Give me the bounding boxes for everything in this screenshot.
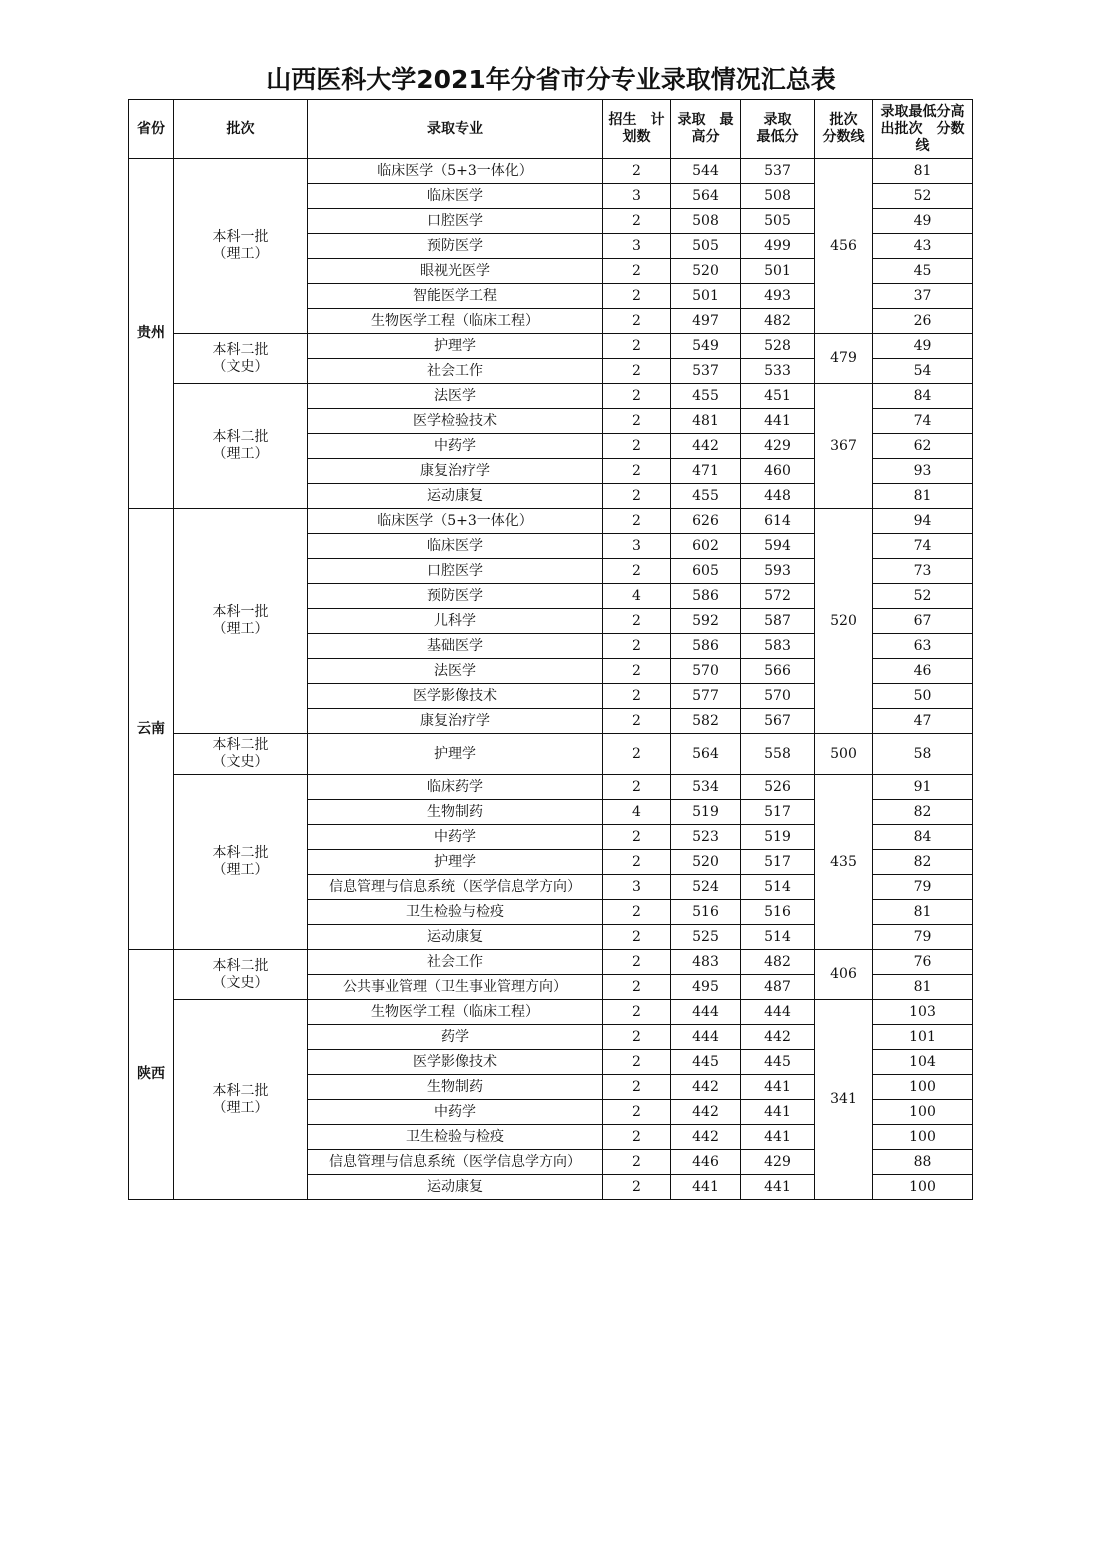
major-cell: 医学影像技术 <box>308 1050 603 1075</box>
min-score-cell: 517 <box>741 800 815 825</box>
major-cell: 信息管理与信息系统（医学信息学方向） <box>308 875 603 900</box>
score-diff-cell: 76 <box>873 950 973 975</box>
major-cell: 中药学 <box>308 434 603 459</box>
min-score-cell: 505 <box>741 209 815 234</box>
plan-cell: 2 <box>603 159 671 184</box>
plan-cell: 2 <box>603 1125 671 1150</box>
plan-cell: 2 <box>603 1000 671 1025</box>
batch-type: （理工） <box>212 862 269 878</box>
header-major: 录取专业 <box>308 100 603 159</box>
score-diff-cell: 74 <box>873 534 973 559</box>
max-score-cell: 497 <box>671 309 741 334</box>
score-diff-cell: 103 <box>873 1000 973 1025</box>
max-score-cell: 446 <box>671 1150 741 1175</box>
batch-name: 本科二批 <box>212 737 269 753</box>
batch-cell <box>174 509 308 734</box>
min-score-cell: 533 <box>741 359 815 384</box>
score-diff-cell: 46 <box>873 659 973 684</box>
min-score-cell: 429 <box>741 1150 815 1175</box>
plan-cell: 2 <box>603 1175 671 1200</box>
batch-line-cell: 406 <box>815 950 873 1000</box>
major-cell: 医学检验技术 <box>308 409 603 434</box>
score-diff-cell: 54 <box>873 359 973 384</box>
table-row <box>129 734 973 775</box>
score-diff-cell: 100 <box>873 1075 973 1100</box>
min-score-cell: 526 <box>741 775 815 800</box>
score-diff-cell: 79 <box>873 925 973 950</box>
major-cell: 公共事业管理（卫生事业管理方向） <box>308 975 603 1000</box>
min-score-cell: 460 <box>741 459 815 484</box>
min-score-cell: 593 <box>741 559 815 584</box>
min-score-cell: 482 <box>741 309 815 334</box>
major-cell: 药学 <box>308 1025 603 1050</box>
plan-cell: 2 <box>603 459 671 484</box>
max-score-cell: 442 <box>671 1125 741 1150</box>
min-score-cell: 514 <box>741 925 815 950</box>
plan-cell: 2 <box>603 1150 671 1175</box>
max-score-cell: 445 <box>671 1050 741 1075</box>
page-title: 山西医科大学2021年分省市分专业录取情况汇总表 <box>266 65 836 94</box>
score-diff-cell: 52 <box>873 584 973 609</box>
score-diff-cell: 81 <box>873 975 973 1000</box>
major-cell: 口腔医学 <box>308 209 603 234</box>
score-diff-cell: 62 <box>873 434 973 459</box>
score-diff-cell: 84 <box>873 384 973 409</box>
major-cell: 运动康复 <box>308 925 603 950</box>
max-score-cell: 523 <box>671 825 741 850</box>
batch-type: （理工） <box>212 246 269 262</box>
max-score-cell: 525 <box>671 925 741 950</box>
plan-cell: 2 <box>603 484 671 509</box>
max-score-cell: 602 <box>671 534 741 559</box>
header-row <box>129 100 973 159</box>
plan-cell: 3 <box>603 184 671 209</box>
batch-cell <box>174 775 308 950</box>
plan-cell: 2 <box>603 659 671 684</box>
min-score-cell: 487 <box>741 975 815 1000</box>
plan-cell: 2 <box>603 559 671 584</box>
major-cell: 信息管理与信息系统（医学信息学方向） <box>308 1150 603 1175</box>
score-diff-cell: 45 <box>873 259 973 284</box>
min-score-cell: 594 <box>741 534 815 559</box>
min-score-cell: 587 <box>741 609 815 634</box>
plan-cell: 2 <box>603 950 671 975</box>
score-diff-cell: 58 <box>873 734 973 775</box>
plan-cell: 2 <box>603 409 671 434</box>
max-score-cell: 549 <box>671 334 741 359</box>
table-row <box>129 159 973 184</box>
score-diff-cell: 26 <box>873 309 973 334</box>
batch-name: 本科二批 <box>212 957 269 974</box>
score-diff-cell: 82 <box>873 850 973 875</box>
plan-cell: 3 <box>603 534 671 559</box>
batch-type: （理工） <box>212 1099 269 1116</box>
batch-type: （文史） <box>212 974 269 991</box>
major-cell: 医学影像技术 <box>308 684 603 709</box>
score-diff-cell: 79 <box>873 875 973 900</box>
major-cell: 临床医学 <box>308 534 603 559</box>
score-diff-cell: 81 <box>873 484 973 509</box>
max-score-cell: 564 <box>671 184 741 209</box>
max-score-cell: 501 <box>671 284 741 309</box>
score-diff-cell: 88 <box>873 1150 973 1175</box>
major-cell: 预防医学 <box>308 234 603 259</box>
max-score-cell: 495 <box>671 975 741 1000</box>
plan-cell: 2 <box>603 709 671 734</box>
plan-cell: 2 <box>603 925 671 950</box>
min-score-cell: 445 <box>741 1050 815 1075</box>
plan-cell: 2 <box>603 509 671 534</box>
batch-type: （文史） <box>212 754 269 770</box>
table-row <box>129 384 973 409</box>
major-cell: 护理学 <box>308 334 603 359</box>
max-score-cell: 455 <box>671 484 741 509</box>
plan-cell: 2 <box>603 1075 671 1100</box>
min-score-cell: 566 <box>741 659 815 684</box>
plan-cell: 2 <box>603 734 671 775</box>
batch-cell <box>174 159 308 334</box>
major-cell: 卫生检验与检疫 <box>308 1125 603 1150</box>
batch-type: （文史） <box>212 358 269 375</box>
plan-cell: 2 <box>603 609 671 634</box>
plan-cell: 2 <box>603 309 671 334</box>
plan-cell: 2 <box>603 634 671 659</box>
table-row <box>129 1000 973 1025</box>
score-diff-cell: 43 <box>873 234 973 259</box>
score-diff-cell: 100 <box>873 1100 973 1125</box>
max-score-cell: 592 <box>671 609 741 634</box>
max-score-cell: 520 <box>671 259 741 284</box>
plan-cell: 3 <box>603 875 671 900</box>
plan-cell: 2 <box>603 1100 671 1125</box>
major-cell: 康复治疗学 <box>308 709 603 734</box>
major-cell: 生物制药 <box>308 800 603 825</box>
province-cell: 贵州 <box>129 159 174 509</box>
max-score-cell: 586 <box>671 584 741 609</box>
batch-name: 本科一批 <box>212 604 269 620</box>
min-score-cell: 614 <box>741 509 815 534</box>
header-score-diff: 录取最低分高 出批次 分数 线 <box>873 100 973 159</box>
plan-cell: 2 <box>603 384 671 409</box>
plan-cell: 3 <box>603 234 671 259</box>
major-cell: 中药学 <box>308 1100 603 1125</box>
table-row <box>129 509 973 534</box>
batch-cell <box>174 950 308 1000</box>
admission-table <box>128 99 973 1200</box>
batch-line-cell: 479 <box>815 334 873 384</box>
batch-line-cell: 520 <box>815 509 873 734</box>
score-diff-cell: 84 <box>873 825 973 850</box>
major-cell: 临床医学（5+3一体化） <box>308 509 603 534</box>
major-cell: 生物医学工程（临床工程） <box>308 1000 603 1025</box>
header-max-score: 录取 最 高分 <box>671 100 741 159</box>
major-cell: 智能医学工程 <box>308 284 603 309</box>
plan-cell: 2 <box>603 1050 671 1075</box>
min-score-cell: 451 <box>741 384 815 409</box>
score-diff-cell: 49 <box>873 209 973 234</box>
batch-cell <box>174 334 308 384</box>
max-score-cell: 570 <box>671 659 741 684</box>
batch-type: （理工） <box>212 446 269 462</box>
max-score-cell: 442 <box>671 1100 741 1125</box>
min-score-cell: 444 <box>741 1000 815 1025</box>
score-diff-cell: 74 <box>873 409 973 434</box>
batch-line-cell: 435 <box>815 775 873 950</box>
min-score-cell: 583 <box>741 634 815 659</box>
score-diff-cell: 101 <box>873 1025 973 1050</box>
major-cell: 生物医学工程（临床工程） <box>308 309 603 334</box>
score-diff-cell: 81 <box>873 159 973 184</box>
score-diff-cell: 47 <box>873 709 973 734</box>
max-score-cell: 577 <box>671 684 741 709</box>
major-cell: 生物制药 <box>308 1075 603 1100</box>
plan-cell: 2 <box>603 359 671 384</box>
max-score-cell: 481 <box>671 409 741 434</box>
plan-cell: 2 <box>603 209 671 234</box>
province-cell: 云南 <box>129 509 174 950</box>
plan-cell: 2 <box>603 1025 671 1050</box>
max-score-cell: 483 <box>671 950 741 975</box>
plan-cell: 2 <box>603 900 671 925</box>
major-cell: 临床医学 <box>308 184 603 209</box>
min-score-cell: 516 <box>741 900 815 925</box>
score-diff-cell: 93 <box>873 459 973 484</box>
score-diff-cell: 50 <box>873 684 973 709</box>
major-cell: 法医学 <box>308 384 603 409</box>
major-cell: 预防医学 <box>308 584 603 609</box>
min-score-cell: 514 <box>741 875 815 900</box>
score-diff-cell: 104 <box>873 1050 973 1075</box>
min-score-cell: 572 <box>741 584 815 609</box>
batch-name: 本科二批 <box>212 341 269 358</box>
header-batch-line: 批次 分数线 <box>815 100 873 159</box>
major-cell: 护理学 <box>308 850 603 875</box>
score-diff-cell: 73 <box>873 559 973 584</box>
plan-cell: 2 <box>603 684 671 709</box>
major-cell: 护理学 <box>308 734 603 775</box>
min-score-cell: 441 <box>741 1100 815 1125</box>
major-cell: 临床药学 <box>308 775 603 800</box>
batch-type: （理工） <box>212 621 269 637</box>
max-score-cell: 471 <box>671 459 741 484</box>
plan-cell: 4 <box>603 584 671 609</box>
header-min-score: 录取 最低分 <box>741 100 815 159</box>
max-score-cell: 534 <box>671 775 741 800</box>
header-batch: 批次 <box>174 100 308 159</box>
batch-name: 本科二批 <box>212 429 269 445</box>
min-score-cell: 570 <box>741 684 815 709</box>
min-score-cell: 493 <box>741 284 815 309</box>
max-score-cell: 564 <box>671 734 741 775</box>
min-score-cell: 441 <box>741 1175 815 1200</box>
max-score-cell: 626 <box>671 509 741 534</box>
plan-cell: 2 <box>603 434 671 459</box>
plan-cell: 2 <box>603 284 671 309</box>
score-diff-cell: 49 <box>873 334 973 359</box>
min-score-cell: 567 <box>741 709 815 734</box>
header-plan: 招生 计 划数 <box>603 100 671 159</box>
max-score-cell: 586 <box>671 634 741 659</box>
plan-cell: 2 <box>603 334 671 359</box>
major-cell: 基础医学 <box>308 634 603 659</box>
score-diff-cell: 52 <box>873 184 973 209</box>
max-score-cell: 520 <box>671 850 741 875</box>
score-diff-cell: 100 <box>873 1125 973 1150</box>
major-cell: 法医学 <box>308 659 603 684</box>
score-diff-cell: 100 <box>873 1175 973 1200</box>
max-score-cell: 605 <box>671 559 741 584</box>
min-score-cell: 429 <box>741 434 815 459</box>
batch-name: 本科二批 <box>212 845 269 861</box>
min-score-cell: 528 <box>741 334 815 359</box>
plan-cell: 2 <box>603 975 671 1000</box>
batch-name: 本科一批 <box>212 229 269 245</box>
batch-cell <box>174 1000 308 1200</box>
plan-cell: 2 <box>603 775 671 800</box>
major-cell: 卫生检验与检疫 <box>308 900 603 925</box>
min-score-cell: 499 <box>741 234 815 259</box>
major-cell: 运动康复 <box>308 484 603 509</box>
min-score-cell: 482 <box>741 950 815 975</box>
min-score-cell: 441 <box>741 1125 815 1150</box>
max-score-cell: 537 <box>671 359 741 384</box>
min-score-cell: 508 <box>741 184 815 209</box>
header-province: 省份 <box>129 100 174 159</box>
score-diff-cell: 67 <box>873 609 973 634</box>
score-diff-cell: 37 <box>873 284 973 309</box>
max-score-cell: 516 <box>671 900 741 925</box>
table-body <box>129 159 973 1200</box>
batch-line-cell: 367 <box>815 384 873 509</box>
max-score-cell: 524 <box>671 875 741 900</box>
major-cell: 康复治疗学 <box>308 459 603 484</box>
score-diff-cell: 81 <box>873 900 973 925</box>
min-score-cell: 448 <box>741 484 815 509</box>
max-score-cell: 582 <box>671 709 741 734</box>
plan-cell: 2 <box>603 259 671 284</box>
plan-cell: 2 <box>603 825 671 850</box>
score-diff-cell: 91 <box>873 775 973 800</box>
table-row <box>129 334 973 359</box>
major-cell: 临床医学（5+3一体化） <box>308 159 603 184</box>
major-cell: 社会工作 <box>308 950 603 975</box>
min-score-cell: 441 <box>741 409 815 434</box>
min-score-cell: 441 <box>741 1075 815 1100</box>
min-score-cell: 558 <box>741 734 815 775</box>
major-cell: 中药学 <box>308 825 603 850</box>
batch-line-cell: 500 <box>815 734 873 775</box>
score-diff-cell: 63 <box>873 634 973 659</box>
max-score-cell: 508 <box>671 209 741 234</box>
max-score-cell: 442 <box>671 434 741 459</box>
major-cell: 儿科学 <box>308 609 603 634</box>
score-diff-cell: 94 <box>873 509 973 534</box>
max-score-cell: 544 <box>671 159 741 184</box>
max-score-cell: 442 <box>671 1075 741 1100</box>
major-cell: 社会工作 <box>308 359 603 384</box>
score-diff-cell: 82 <box>873 800 973 825</box>
plan-cell: 2 <box>603 850 671 875</box>
batch-line-cell: 456 <box>815 159 873 334</box>
min-score-cell: 519 <box>741 825 815 850</box>
province-cell: 陕西 <box>129 950 174 1200</box>
table-row <box>129 950 973 975</box>
major-cell: 口腔医学 <box>308 559 603 584</box>
batch-name: 本科二批 <box>212 1082 269 1099</box>
major-cell: 运动康复 <box>308 1175 603 1200</box>
batch-cell <box>174 734 308 775</box>
max-score-cell: 441 <box>671 1175 741 1200</box>
min-score-cell: 517 <box>741 850 815 875</box>
min-score-cell: 501 <box>741 259 815 284</box>
max-score-cell: 455 <box>671 384 741 409</box>
max-score-cell: 444 <box>671 1000 741 1025</box>
plan-cell: 4 <box>603 800 671 825</box>
min-score-cell: 442 <box>741 1025 815 1050</box>
max-score-cell: 444 <box>671 1025 741 1050</box>
batch-cell <box>174 384 308 509</box>
max-score-cell: 519 <box>671 800 741 825</box>
min-score-cell: 537 <box>741 159 815 184</box>
batch-line-cell: 341 <box>815 1000 873 1200</box>
major-cell: 眼视光医学 <box>308 259 603 284</box>
table-row <box>129 775 973 800</box>
max-score-cell: 505 <box>671 234 741 259</box>
